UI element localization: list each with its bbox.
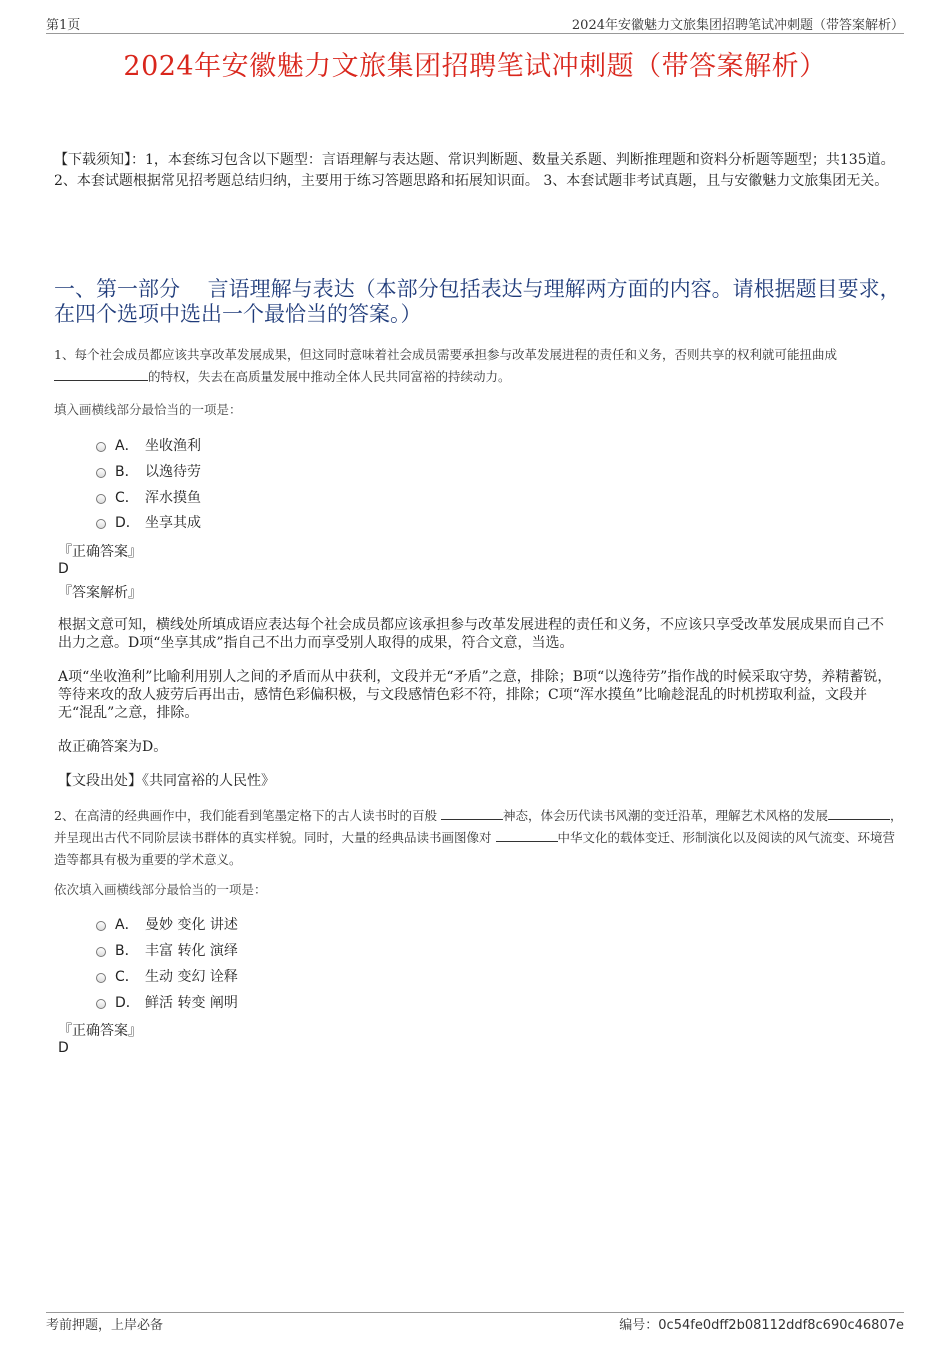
radio-icon[interactable] (96, 494, 106, 504)
correct-answer: D (58, 561, 69, 577)
fill-blank (54, 366, 148, 381)
question-1-option-d[interactable] (96, 511, 201, 533)
option-text: 生动 变幻 诠释 (145, 969, 238, 985)
option-letter: B． (115, 464, 139, 480)
option-text: 以逸待劳 (145, 464, 201, 480)
fill-blank (441, 805, 503, 820)
question-2-option-d[interactable] (96, 991, 238, 1013)
option-letter: C． (115, 969, 139, 985)
section-heading: 一、第一部分 言语理解与表达（本部分包括表达与理解两方面的内容。请根据题目要求，在四个选项中选出一个最恰当的答案。） (54, 277, 901, 326)
question-1-prompt: 填入画横线部分最恰当的一项是： (54, 402, 242, 417)
question-1-stem (54, 344, 904, 388)
option-text: 坐享其成 (145, 515, 201, 531)
question-1-text-a: 1、每个社会成员都应该共享改革发展成果，但这同时意味着社会成员需要承担参与改革发展进程的责任和义务，否则共享的权利就可能扭曲成 (54, 347, 837, 362)
radio-icon[interactable] (96, 519, 106, 529)
option-text: 丰富 转化 演绎 (145, 943, 238, 959)
option-text: 曼妙 变化 讲述 (145, 917, 238, 933)
question-1-text-b: 的特权，失去在高质量发展中推动全体人民共同富裕的持续动力。 (148, 369, 511, 384)
document-title: 2024年安徽魅力文旅集团招聘笔试冲刺题（带答案解析） (123, 51, 827, 82)
question-1-option-c[interactable] (96, 486, 201, 508)
footer-divider (46, 1312, 904, 1313)
passage-source: 【文段出处】《共同富裕的人民性》 (58, 773, 275, 789)
option-letter: A． (115, 917, 139, 933)
option-text: 浑水摸鱼 (145, 490, 201, 506)
question-2-option-c[interactable] (96, 965, 238, 987)
document-code-value: 0c54fe0dff2b08112ddf8c690c46807e (658, 1318, 904, 1333)
analysis-paragraph-1: 根据文意可知，横线处所填成语应表达每个社会成员都应该承担参与改革发展进程的责任和义务，不应该只享受改革发展成果而自己不出力之意。D项“坐享其成”指自己不出力而享受别人取得的成果，符合文意，当选。 (58, 617, 884, 651)
fill-blank (496, 827, 558, 842)
analysis-paragraph-2: A项“坐收渔利”比喻利用别人之间的矛盾而从中获利，文段并无“矛盾”之意，排除；B项“以逸待劳”指作战的时候采取守势，养精蓄锐，等待来攻的敌人疲劳后再出击，感情色彩偏积极，与文段感情色彩不符，排除；C项“浑水摸鱼”比喻趁混乱的时机捞取利益，文段并无“混乱”之意，排除。 (58, 669, 892, 721)
document-code-label: 编号： (619, 1318, 659, 1333)
option-text: 坐收渔利 (145, 438, 201, 454)
correct-answer: D (58, 1040, 69, 1056)
radio-icon[interactable] (96, 947, 106, 957)
document-code (619, 1314, 904, 1333)
correct-answer-label: 『正确答案』 (58, 544, 142, 560)
radio-icon[interactable] (96, 468, 106, 478)
download-notice: 【下载须知】：1，本套练习包含以下题型：言语理解与表达题、常识判断题、数量关系题、判断推理题和资料分析题等题型；共135道。 2、本套试题根据常见招考题总结归纳，主要用于练习答题思路和拓展知识面。 3、本套试题非考试真题，且与安徽魅力文旅集团无关。 (54, 152, 895, 189)
option-letter: D． (115, 995, 140, 1011)
radio-icon[interactable] (96, 921, 106, 931)
question-1-option-a[interactable] (96, 434, 201, 456)
correct-answer-label: 『正确答案』 (58, 1023, 142, 1039)
question-1-option-b[interactable] (96, 460, 201, 482)
option-letter: B． (115, 943, 139, 959)
question-2-text-a: 2、在高清的经典画作中，我们能看到笔墨定格下的古人读书时的百般 (54, 808, 437, 823)
question-2-prompt: 依次填入画横线部分最恰当的一项是： (54, 882, 267, 897)
question-2-option-b[interactable] (96, 939, 238, 961)
option-letter: C． (115, 490, 139, 506)
radio-icon[interactable] (96, 999, 106, 1009)
radio-icon[interactable] (96, 973, 106, 983)
question-2-option-a[interactable] (96, 913, 238, 935)
running-title: 2024年安徽魅力文旅集团招聘笔试冲刺题（带答案解析） (571, 18, 904, 33)
question-2-stem (54, 805, 904, 871)
page-number: 第1页 (46, 18, 81, 33)
option-text: 鲜活 转变 阐明 (145, 995, 238, 1011)
question-2-text-b: 神态，体会历代读书风潮的变迁沿革，理解艺术风格的发展 (502, 808, 828, 823)
option-letter: D． (115, 515, 140, 531)
option-letter: A． (115, 438, 139, 454)
fill-blank (828, 805, 890, 820)
analysis-label: 『答案解析』 (58, 585, 142, 601)
analysis-conclusion: 故正确答案为D。 (58, 739, 168, 755)
header-divider (46, 33, 904, 34)
footer-slogan: 考前押题，上岸必备 (46, 1318, 164, 1333)
question-2-text-d: 中华文化的载体变迁、形制演化以及阅读的风气流变、环境营造等都具有极为重要的学术意义。 (54, 830, 896, 867)
radio-icon[interactable] (96, 442, 106, 452)
question-2-text-c: ，并呈现出古代不同阶层读书群体的真实样貌。同时，大量的经典品读书画图像对 (54, 808, 903, 845)
